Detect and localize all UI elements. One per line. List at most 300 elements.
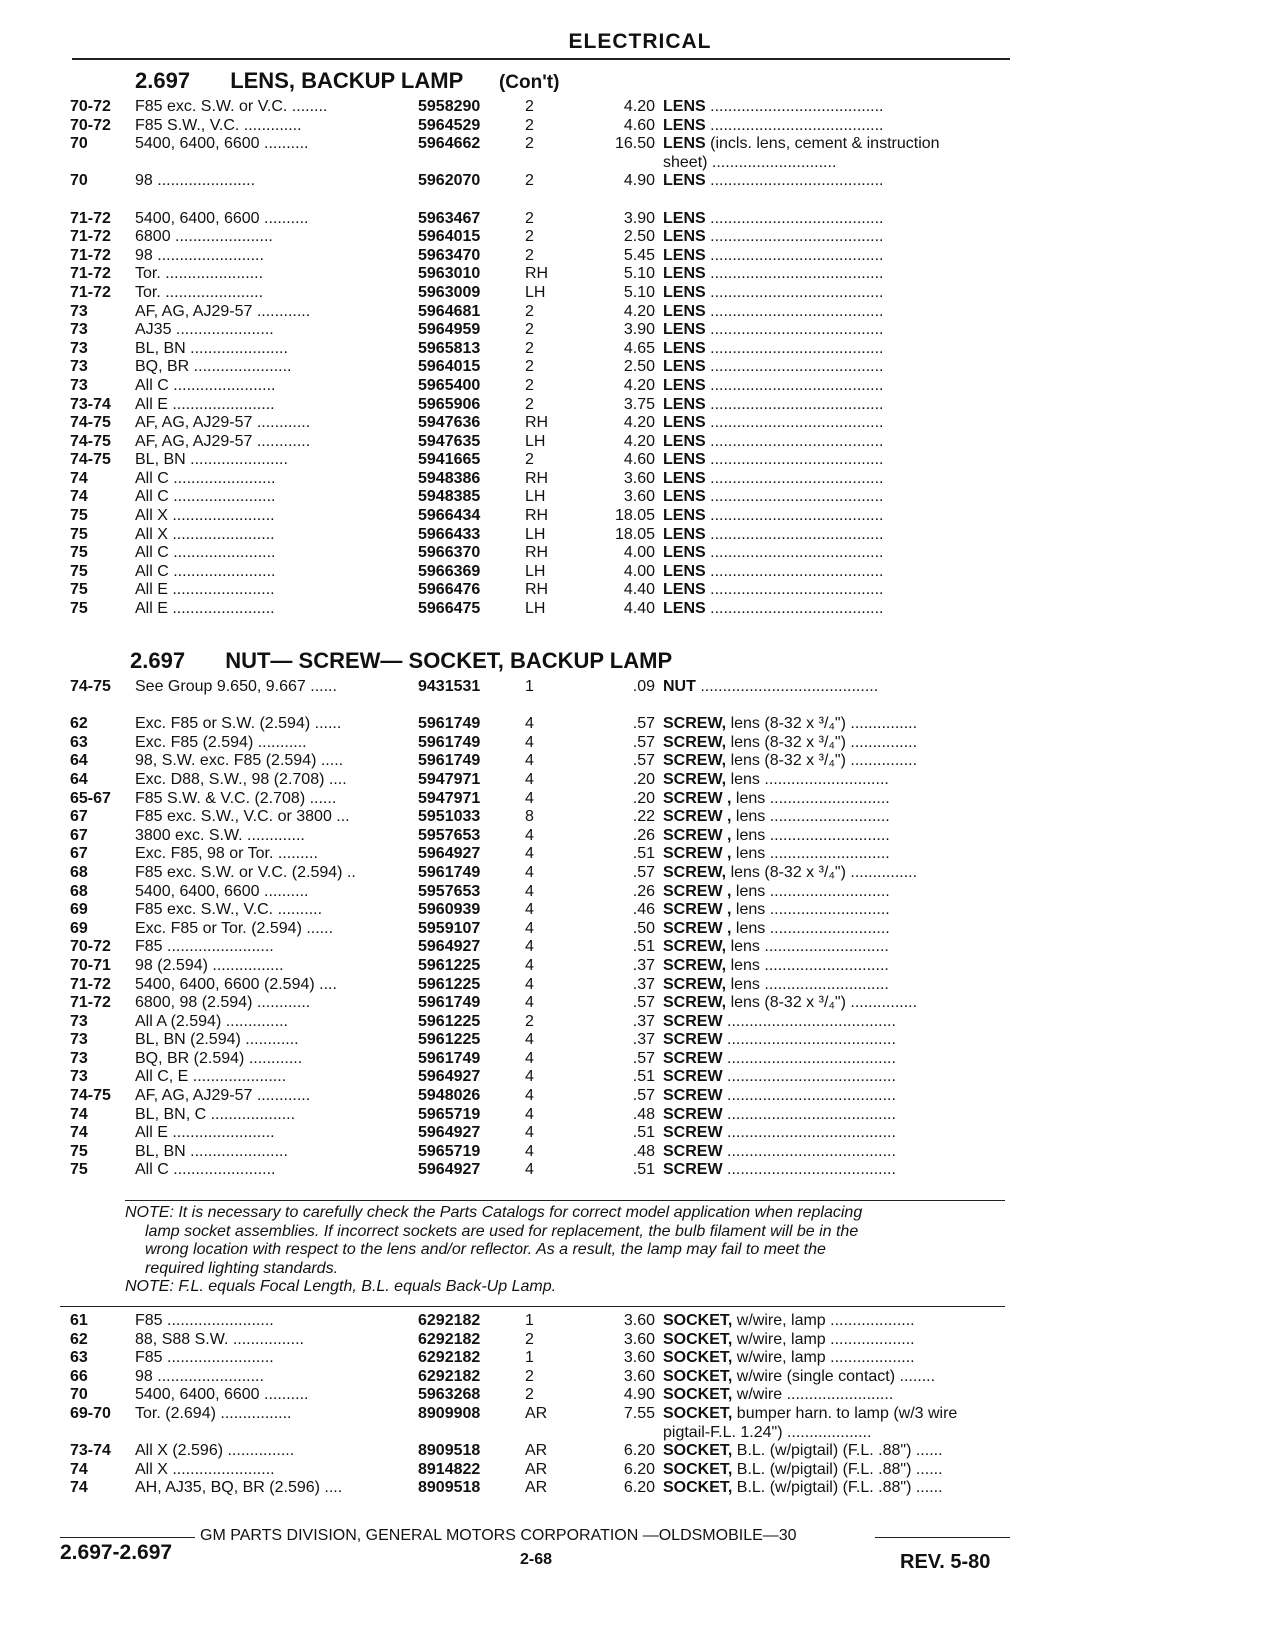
part-number: 5965719 — [418, 1105, 481, 1123]
application: F85 exc. S.W., V.C. .......... — [135, 901, 323, 919]
part-number: 8909518 — [418, 1479, 481, 1497]
table-row — [0, 563, 1280, 582]
description — [663, 488, 1023, 506]
description-detail: lens ............................ — [726, 770, 889, 788]
application: 98 ...................... — [135, 172, 256, 190]
description-detail: ....................................... — [705, 321, 884, 339]
model-year: 65-67 — [70, 789, 111, 807]
model-year: 69 — [70, 919, 88, 937]
model-year: 73 — [70, 376, 88, 394]
application: 5400, 6400, 6600 .......... — [135, 882, 309, 900]
price: 3.60 — [623, 1330, 655, 1348]
part-number: 5966434 — [418, 507, 481, 525]
part-number: 5961749 — [418, 994, 481, 1012]
description — [663, 771, 1023, 789]
description-name: LENS — [663, 246, 706, 264]
table-row — [0, 377, 1280, 396]
description-name: LENS — [663, 172, 706, 190]
model-year: 64 — [70, 752, 88, 770]
description-detail: lens (8-32 x ³/₄") ............... — [726, 733, 918, 751]
description — [663, 1405, 1023, 1423]
price: 6.20 — [623, 1442, 655, 1460]
description-detail: ....................................... — [705, 488, 884, 506]
model-year: 68 — [70, 882, 88, 900]
description-detail: lens ........................... — [731, 882, 890, 900]
table-row — [0, 1068, 1280, 1087]
table-row — [0, 994, 1280, 1013]
part-number: 5963470 — [418, 246, 481, 264]
description — [663, 1031, 1023, 1049]
application: 98 ........................ — [135, 246, 264, 264]
description — [663, 451, 1023, 469]
part-number: 5948386 — [418, 469, 481, 487]
description-detail: lens ........................... — [731, 826, 890, 844]
description — [663, 1050, 1023, 1068]
part-number: 5960939 — [418, 901, 481, 919]
section-title: LENS, BACKUP LAMP — [230, 68, 463, 93]
model-year: 75 — [70, 562, 88, 580]
application: 5400, 6400, 6600 .......... — [135, 1386, 309, 1404]
table-row — [0, 507, 1280, 526]
quantity: 2 — [525, 98, 534, 115]
model-year: 73 — [70, 358, 88, 376]
description-detail: B.L. (w/pigtail) (F.L. .88") ...... — [732, 1479, 943, 1497]
application: AJ35 ...................... — [135, 321, 274, 339]
model-year: 73 — [70, 1068, 88, 1086]
description-name: SCREW, — [663, 994, 727, 1012]
table-row — [0, 1124, 1280, 1143]
description-name: NUT — [663, 678, 696, 695]
description-detail: ...................................... — [722, 1105, 896, 1123]
part-number: 5965813 — [418, 339, 481, 357]
application: AH, AJ35, BQ, BR (2.596) .... — [135, 1479, 343, 1497]
description-detail: ....................................... — [705, 358, 884, 376]
price: 4.20 — [623, 98, 655, 115]
application: AF, AG, AJ29-57 ............ — [135, 414, 311, 432]
table-row — [0, 321, 1280, 340]
price: .57 — [632, 863, 655, 881]
section-heading-lens — [135, 68, 559, 94]
part-number: 5947971 — [418, 770, 481, 788]
part-number: 5964927 — [418, 938, 481, 956]
price: .26 — [632, 882, 655, 900]
description-name: SCREW — [663, 1068, 723, 1086]
header-rule — [72, 58, 1010, 60]
application: Exc. F85, 98 or Tor. ......... — [135, 845, 318, 863]
application: 5400, 6400, 6600 .......... — [135, 135, 309, 153]
model-year: 62 — [70, 715, 88, 733]
table-row — [0, 808, 1280, 827]
table-row — [0, 1349, 1280, 1368]
description-name: LENS — [663, 116, 706, 134]
model-year: 71-72 — [70, 975, 111, 993]
price: .57 — [632, 752, 655, 770]
price: 3.75 — [623, 395, 655, 413]
footer-group-range: 2.697-2.697 — [60, 1541, 173, 1564]
part-number: 5957653 — [418, 882, 481, 900]
quantity: 4 — [525, 863, 534, 881]
application: All C ....................... — [135, 1161, 276, 1179]
price: .51 — [632, 1124, 655, 1142]
model-year: 74-75 — [70, 432, 111, 450]
table-row — [0, 1405, 1280, 1424]
part-number: 5948026 — [418, 1087, 481, 1105]
application: All E ....................... — [135, 1124, 275, 1142]
table-row — [0, 1461, 1280, 1480]
price: 7.55 — [623, 1404, 655, 1422]
table-row — [0, 1161, 1280, 1180]
description — [663, 883, 1023, 901]
price: .37 — [632, 1012, 655, 1030]
table-row — [0, 172, 1280, 191]
description-name: SCREW , — [663, 919, 732, 937]
description-name: SCREW, — [663, 733, 727, 751]
application: BL, BN ...................... — [135, 1142, 288, 1160]
model-year: 69-70 — [70, 1404, 111, 1422]
table-row — [0, 135, 1280, 154]
quantity: LH — [525, 562, 546, 580]
quantity: 2 — [525, 116, 534, 134]
quantity: 4 — [525, 770, 534, 788]
table-row — [0, 790, 1280, 809]
description — [663, 135, 1023, 153]
description-detail: ....................................... — [705, 581, 884, 599]
table-row — [0, 117, 1280, 136]
price: .22 — [632, 808, 655, 826]
description-name: SCREW — [663, 1087, 723, 1105]
description-name: SCREW — [663, 1031, 723, 1049]
quantity: RH — [525, 469, 549, 487]
model-year: 71-72 — [70, 228, 111, 246]
table-row — [0, 1312, 1280, 1331]
description-detail: ....................................... — [705, 469, 884, 487]
model-year: 67 — [70, 845, 88, 863]
application: 98 (2.594) ................ — [135, 956, 284, 974]
description-detail: lens ........................... — [731, 789, 890, 807]
part-number: 5966370 — [418, 544, 481, 562]
description-name: LENS — [663, 321, 706, 339]
application: AF, AG, AJ29-57 ............ — [135, 302, 311, 320]
price: .57 — [632, 1049, 655, 1067]
description-name: SCREW, — [663, 715, 727, 733]
quantity: 1 — [525, 1349, 534, 1367]
model-year: 68 — [70, 863, 88, 881]
description-name: SCREW — [663, 1049, 723, 1067]
description — [663, 600, 1023, 618]
description — [663, 358, 1023, 376]
part-number: 5964927 — [418, 1068, 481, 1086]
table-row — [0, 191, 1280, 210]
part-number: 5948385 — [418, 488, 481, 506]
price: 4.60 — [623, 116, 655, 134]
price: 4.00 — [623, 562, 655, 580]
description-name: SCREW — [663, 1105, 723, 1123]
quantity: 1 — [525, 678, 534, 695]
model-year: 74 — [70, 488, 88, 506]
price: .51 — [632, 845, 655, 863]
application: All C, E ..................... — [135, 1068, 287, 1086]
model-year: 75 — [70, 1142, 88, 1160]
description-name: LENS — [663, 228, 706, 246]
description-name: LENS — [663, 451, 706, 469]
quantity: 4 — [525, 715, 534, 733]
model-year: 70-71 — [70, 956, 111, 974]
application: 6800 ...................... — [135, 228, 273, 246]
part-number: 5959107 — [418, 919, 481, 937]
quantity: 4 — [525, 752, 534, 770]
description — [663, 1442, 1023, 1460]
price: .09 — [632, 678, 655, 695]
description — [663, 845, 1023, 863]
application: F85 ........................ — [135, 1349, 274, 1367]
part-number: 6292182 — [418, 1330, 481, 1348]
description — [663, 210, 1023, 228]
model-year: 61 — [70, 1312, 88, 1329]
model-year: 71-72 — [70, 246, 111, 264]
part-number: 5951033 — [418, 808, 481, 826]
price: .57 — [632, 733, 655, 751]
application: F85 exc. S.W., V.C. or 3800 ... — [135, 808, 350, 826]
description-name: LENS — [663, 376, 706, 394]
price: .51 — [632, 938, 655, 956]
model-year: 63 — [70, 733, 88, 751]
description-detail: ....................................... — [705, 265, 884, 283]
description-name: LENS — [663, 135, 706, 153]
table-row — [0, 488, 1280, 507]
description-name: SCREW, — [663, 956, 727, 974]
description-name: LENS — [663, 414, 706, 432]
description — [663, 1461, 1023, 1479]
description — [663, 414, 1023, 432]
price: 16.50 — [614, 135, 655, 153]
footer-rule-left — [60, 1537, 195, 1538]
description-name: SCREW , — [663, 845, 732, 863]
model-year: 63 — [70, 1349, 88, 1367]
quantity: RH — [525, 265, 549, 283]
description-detail: ...................................... — [722, 1031, 896, 1049]
description — [663, 1368, 1023, 1386]
application: BL, BN ...................... — [135, 451, 288, 469]
part-number: 6292182 — [418, 1312, 481, 1329]
quantity: 4 — [525, 733, 534, 751]
description — [663, 808, 1023, 826]
quantity: 2 — [525, 451, 534, 469]
price: 5.45 — [623, 246, 655, 264]
description — [663, 507, 1023, 525]
part-number: 5958290 — [418, 98, 481, 115]
part-number: 5961749 — [418, 752, 481, 770]
description-detail: ....................................... — [705, 600, 884, 618]
model-year: 70-72 — [70, 116, 111, 134]
description-name: SOCKET, — [663, 1404, 733, 1422]
table-row — [0, 526, 1280, 545]
description-name: LENS — [663, 265, 706, 283]
description-name: LENS — [663, 469, 706, 487]
model-year: 73 — [70, 339, 88, 357]
description-name: SCREW, — [663, 938, 727, 956]
quantity: AR — [525, 1404, 548, 1422]
price: 6.20 — [623, 1460, 655, 1478]
description — [663, 1013, 1023, 1031]
description — [663, 734, 1023, 752]
description — [663, 1424, 1023, 1442]
nut-screw-parts-list — [0, 678, 1280, 1180]
table-row — [0, 433, 1280, 452]
price: .57 — [632, 715, 655, 733]
description — [663, 284, 1023, 302]
description — [663, 1087, 1023, 1105]
part-number: 5964927 — [418, 1161, 481, 1179]
table-row — [0, 210, 1280, 229]
application: All C ....................... — [135, 488, 276, 506]
model-year: 75 — [70, 600, 88, 618]
description-detail: ...................................... — [722, 1087, 896, 1105]
quantity: LH — [525, 525, 546, 543]
description — [663, 470, 1023, 488]
description — [663, 1143, 1023, 1161]
description-name: SCREW, — [663, 752, 727, 770]
description-name: SCREW , — [663, 901, 732, 919]
quantity: RH — [525, 581, 549, 599]
table-row — [0, 340, 1280, 359]
description-detail: lens (8-32 x ³/₄") ............... — [726, 994, 918, 1012]
description-detail: ....................................... — [705, 432, 884, 450]
footer-revision: REV. 5-80 — [900, 1551, 991, 1573]
description-detail: ....................................... — [705, 562, 884, 580]
description-name: LENS — [663, 98, 706, 115]
application: Exc. F85 or Tor. (2.594) ...... — [135, 919, 334, 937]
section-heading-nut-screw-socket — [130, 648, 672, 674]
price: .37 — [632, 1031, 655, 1049]
application: F85 ........................ — [135, 1312, 274, 1329]
table-row — [0, 265, 1280, 284]
model-year: 73 — [70, 1012, 88, 1030]
quantity: 2 — [525, 358, 534, 376]
quantity: 4 — [525, 938, 534, 956]
description — [663, 938, 1023, 956]
price: 3.90 — [623, 321, 655, 339]
part-number: 5964681 — [418, 302, 481, 320]
price: .46 — [632, 901, 655, 919]
application: All E ....................... — [135, 600, 275, 618]
model-year: 71-72 — [70, 994, 111, 1012]
price: 4.00 — [623, 544, 655, 562]
part-number: 5961749 — [418, 715, 481, 733]
quantity: 2 — [525, 1367, 534, 1385]
description-name: SCREW — [663, 1161, 723, 1179]
quantity: 4 — [525, 845, 534, 863]
table-row — [0, 600, 1280, 619]
quantity: RH — [525, 544, 549, 562]
model-year: 67 — [70, 826, 88, 844]
part-number: 5966433 — [418, 525, 481, 543]
model-year: 64 — [70, 770, 88, 788]
table-row — [0, 1424, 1280, 1443]
application: 98 ........................ — [135, 1367, 264, 1385]
description-detail: ...................................... — [722, 1124, 896, 1142]
application: All X ....................... — [135, 1460, 275, 1478]
description-name: LENS — [663, 600, 706, 618]
quantity: 2 — [525, 1012, 534, 1030]
quantity: LH — [525, 283, 546, 301]
table-row — [0, 957, 1280, 976]
part-number: 5965906 — [418, 395, 481, 413]
quantity: 2 — [525, 395, 534, 413]
description — [663, 864, 1023, 882]
model-year: 70-72 — [70, 98, 111, 115]
table-row — [0, 734, 1280, 753]
table-row — [0, 827, 1280, 846]
table-row — [0, 228, 1280, 247]
description — [663, 994, 1023, 1012]
table-row — [0, 845, 1280, 864]
description — [663, 433, 1023, 451]
description — [663, 901, 1023, 919]
part-number: 5961225 — [418, 956, 481, 974]
model-year: 70 — [70, 1386, 88, 1404]
description — [663, 920, 1023, 938]
description-detail: ....................................... — [705, 376, 884, 394]
description — [663, 1161, 1023, 1179]
application: BL, BN (2.594) ............ — [135, 1031, 299, 1049]
description-detail: lens ............................ — [726, 975, 889, 993]
model-year: 74-75 — [70, 1087, 111, 1105]
application: All E ....................... — [135, 395, 275, 413]
application: AF, AG, AJ29-57 ............ — [135, 1087, 311, 1105]
note-line: NOTE: F.L. equals Focal Length, B.L. equals Back-Up Lamp. — [125, 1278, 557, 1295]
quantity: 2 — [525, 339, 534, 357]
model-year: 73 — [70, 1031, 88, 1049]
table-row — [0, 901, 1280, 920]
price: 2.50 — [623, 228, 655, 246]
application: BQ, BR ...................... — [135, 358, 292, 376]
model-year: 71-72 — [70, 265, 111, 283]
description-detail: w/wire, lamp ................... — [732, 1349, 915, 1367]
lens-parts-list — [0, 98, 1280, 619]
quantity: 4 — [525, 1105, 534, 1123]
part-number: 5961225 — [418, 975, 481, 993]
description-detail: ....................................... — [705, 525, 884, 543]
table-row — [0, 1143, 1280, 1162]
description — [663, 678, 1023, 696]
part-number: 5961225 — [418, 1031, 481, 1049]
table-row — [0, 976, 1280, 995]
part-number: 5957653 — [418, 826, 481, 844]
description — [663, 563, 1023, 581]
quantity: 1 — [525, 1312, 534, 1329]
footer-rule-right — [875, 1537, 1010, 1538]
quantity: LH — [525, 488, 546, 506]
price: 4.90 — [623, 1386, 655, 1404]
quantity: 8 — [525, 808, 534, 826]
description-name: SCREW, — [663, 863, 727, 881]
price: 4.40 — [623, 581, 655, 599]
description-detail: ....................................... — [705, 544, 884, 562]
application: Exc. D88, S.W., 98 (2.708) .... — [135, 770, 347, 788]
price: 18.05 — [614, 525, 655, 543]
model-year: 67 — [70, 808, 88, 826]
price: 3.60 — [623, 1312, 655, 1329]
description-name: LENS — [663, 209, 706, 227]
part-number: 5964015 — [418, 358, 481, 376]
price: .37 — [632, 956, 655, 974]
table-row — [0, 154, 1280, 173]
part-number: 5966475 — [418, 600, 481, 618]
application: F85 S.W. & V.C. (2.708) ...... — [135, 789, 337, 807]
description-detail: pigtail-F.L. 1.24") ................... — [663, 1423, 872, 1441]
quantity: 4 — [525, 975, 534, 993]
quantity: RH — [525, 507, 549, 525]
